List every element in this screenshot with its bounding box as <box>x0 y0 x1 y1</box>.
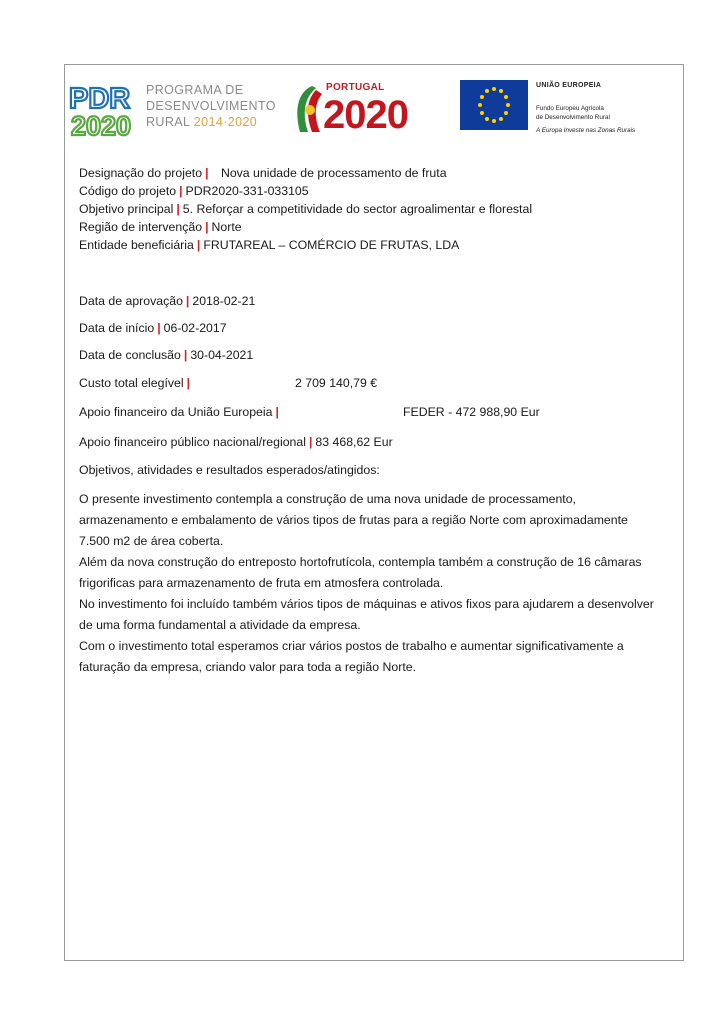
portugal-label: PORTUGAL <box>326 82 385 93</box>
project-description <box>79 489 659 678</box>
portugal2020-logo <box>290 80 440 140</box>
separator: | <box>308 435 313 449</box>
national-support-label: Apoio financeiro público nacional/regional <box>79 435 306 449</box>
description-paragraph: Além da nova construção do entreposto hortofrutícola, contempla também a construção de 16 câmaras frigorificas para armazenamento de fruta em atmosfera controlada. <box>79 555 642 590</box>
start-label: Data de início <box>79 321 155 335</box>
code-value: PDR2020-331-033105 <box>185 184 309 198</box>
start-date-row <box>79 321 227 335</box>
code-row <box>79 182 532 200</box>
beneficiary-row <box>79 236 532 254</box>
separator: | <box>205 166 209 180</box>
objective-row <box>79 200 532 218</box>
eu-fund-name <box>536 104 610 122</box>
pdr-program-name <box>146 82 276 130</box>
pdr-years: 2014·2020 <box>193 115 258 129</box>
pdr-line-3 <box>146 114 276 130</box>
separator: | <box>185 294 190 308</box>
objectives-heading: Objetivos, atividades e resultados esperados/atingidos: <box>79 463 380 477</box>
pdr-line-1: PROGRAMA DE <box>146 83 244 97</box>
eu-support-row <box>79 405 639 419</box>
national-support-value: 83 468,62 Eur <box>315 435 393 449</box>
end-date-row <box>79 348 253 362</box>
eu-fund-line-2: de Desenvolvimento Rural <box>536 114 610 121</box>
end-label: Data de conclusão <box>79 348 181 362</box>
svg-text:2020: 2020 <box>71 111 132 140</box>
eu-support-value: FEDER - 472 988,90 Eur <box>403 405 540 419</box>
description-paragraph: Com o investimento total esperamos criar vários postos de trabalho e aumentar significativamente a faturação da empresa, criando valor para toda a região Norte. <box>79 639 624 674</box>
eu-flag-icon <box>460 78 528 132</box>
separator: | <box>157 321 161 335</box>
objective-value: 5. Reforçar a competitividade do sector agroalimentar e florestal <box>182 202 533 216</box>
logo-header <box>69 78 649 143</box>
separator: | <box>205 220 209 234</box>
pdr-line-3-prefix: RURAL <box>146 115 194 129</box>
separator: | <box>275 405 279 419</box>
start-value: 06-02-2017 <box>163 321 227 335</box>
approval-label: Data de aprovação <box>79 294 183 308</box>
region-value: Norte <box>211 220 242 234</box>
svg-text:PDR: PDR <box>69 83 131 115</box>
eligible-cost-row <box>79 376 479 390</box>
project-info <box>79 164 532 254</box>
approval-date-row <box>79 294 255 308</box>
description-paragraph: No investimento foi incluído também vários tipos de máquinas e ativos fixos para ajudarem a desenvolver de uma forma fundamental a atividade da empresa. <box>79 597 654 632</box>
designation-row <box>79 164 532 182</box>
cost-label: Custo total elegível <box>79 376 184 390</box>
eu-logo <box>460 78 650 143</box>
objective-label: Objetivo principal <box>79 202 174 216</box>
region-row <box>79 218 532 236</box>
separator: | <box>196 238 201 252</box>
region-label: Região de intervenção <box>79 220 203 234</box>
separator: | <box>176 202 180 216</box>
beneficiary-value: FRUTAREAL – COMÉRCIO DE FRUTAS, LDA <box>203 238 460 252</box>
portugal-2020-year: 2020 <box>323 93 408 137</box>
eu-motto: A Europa Investe nas Zonas Rurais <box>536 127 636 134</box>
pdr2020-logo <box>69 82 279 140</box>
separator: | <box>179 184 183 198</box>
separator: | <box>183 348 188 362</box>
cost-value: 2 709 140,79 € <box>295 376 378 390</box>
separator: | <box>186 376 191 390</box>
eu-title: UNIÃO EUROPEIA <box>536 82 602 89</box>
description-paragraph: O presente investimento contempla a construção de uma nova unidade de processamento, armazenamento e embalamento de vários tipos de frutas para a região Norte com aproximadamente 7.500 m2 de área coberta. <box>79 492 628 548</box>
pdr2020-mark-icon <box>69 82 143 140</box>
designation-label: Designação do projeto <box>79 166 203 180</box>
eu-support-label: Apoio financeiro da União Europeia <box>79 405 273 419</box>
code-label: Código do projeto <box>79 184 177 198</box>
portugal-flag-swoosh-icon <box>290 80 324 138</box>
eu-fund-line-1: Fundo Europeu Agrícola <box>536 105 604 112</box>
approval-value: 2018-02-21 <box>192 294 256 308</box>
end-value: 30-04-2021 <box>190 348 254 362</box>
pdr-line-2: DESENVOLVIMENTO <box>146 99 276 113</box>
national-support-row <box>79 435 393 449</box>
designation-value: Nova unidade de processamento de fruta <box>220 166 447 180</box>
beneficiary-label: Entidade beneficiária <box>79 238 194 252</box>
